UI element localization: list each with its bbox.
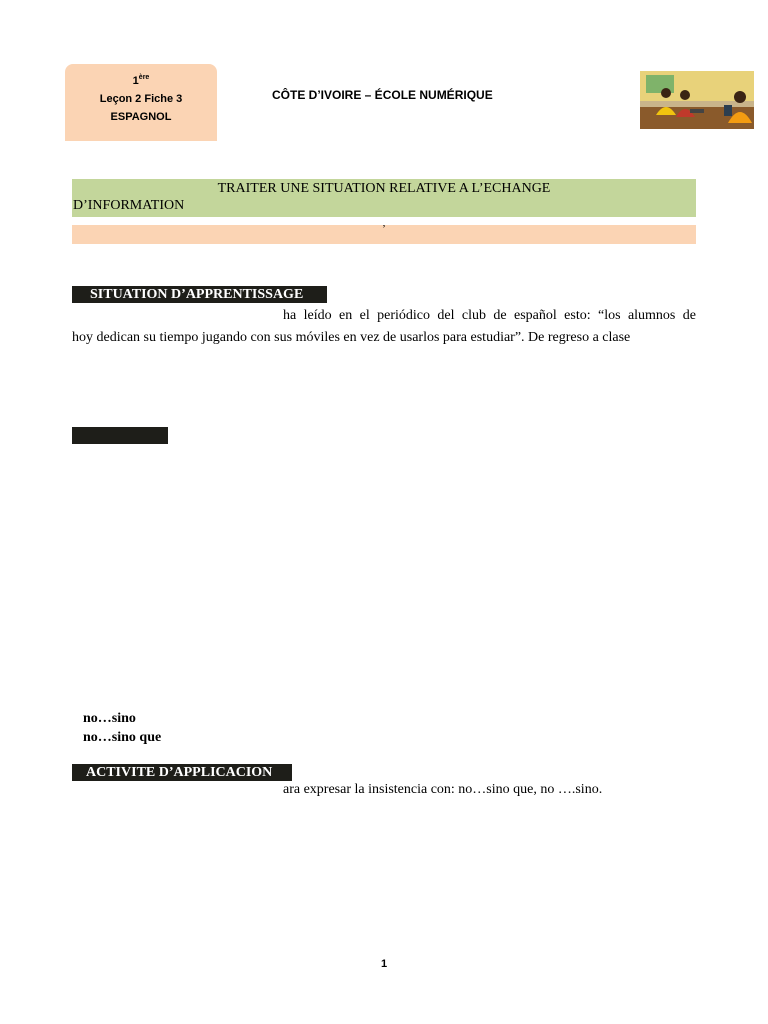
subtitle-text: ’ bbox=[382, 223, 386, 235]
page-number: 1 bbox=[380, 958, 388, 970]
situation-line2: hoy dedican su tiempo jugando con sus móviles en vez de usarlos para estudiar”. De regreso a clase bbox=[72, 330, 631, 345]
grammar-list bbox=[83, 709, 161, 747]
school-title: CÔTE D’IVOIRE – ÉCOLE NUMÉRIQUE bbox=[272, 88, 493, 102]
subject-label: ESPAGNOL bbox=[110, 111, 172, 123]
activity-text: ara expresar la insistencia con: no…sino que, no ….sino. bbox=[283, 782, 603, 797]
lesson-title-bar bbox=[72, 179, 696, 217]
level-number: 1 bbox=[132, 75, 139, 87]
situation-line1: ha leído en el periódico del club de español esto: “los alumnos de bbox=[283, 308, 696, 323]
grammar-item: no…sino que bbox=[83, 730, 162, 745]
redacted-heading bbox=[72, 427, 168, 444]
lesson-label: Leçon 2 Fiche 3 bbox=[99, 93, 183, 105]
classroom-illustration bbox=[640, 71, 754, 129]
subtitle-bar bbox=[72, 225, 696, 244]
situation-heading: SITUATION D’APPRENTISSAGE bbox=[72, 286, 327, 303]
level-superscript: ère bbox=[138, 74, 150, 81]
situation-paragraph bbox=[72, 305, 696, 349]
lesson-title-line1: TRAITER UNE SITUATION RELATIVE A L’ECHANGE bbox=[217, 181, 551, 196]
grammar-item: no…sino bbox=[83, 711, 136, 726]
level-badge bbox=[65, 64, 217, 141]
activity-heading: ACTIVITE D’APPLICACION bbox=[72, 764, 292, 781]
lesson-title-line2: D’INFORMATION bbox=[73, 198, 185, 213]
level-text bbox=[65, 72, 217, 90]
